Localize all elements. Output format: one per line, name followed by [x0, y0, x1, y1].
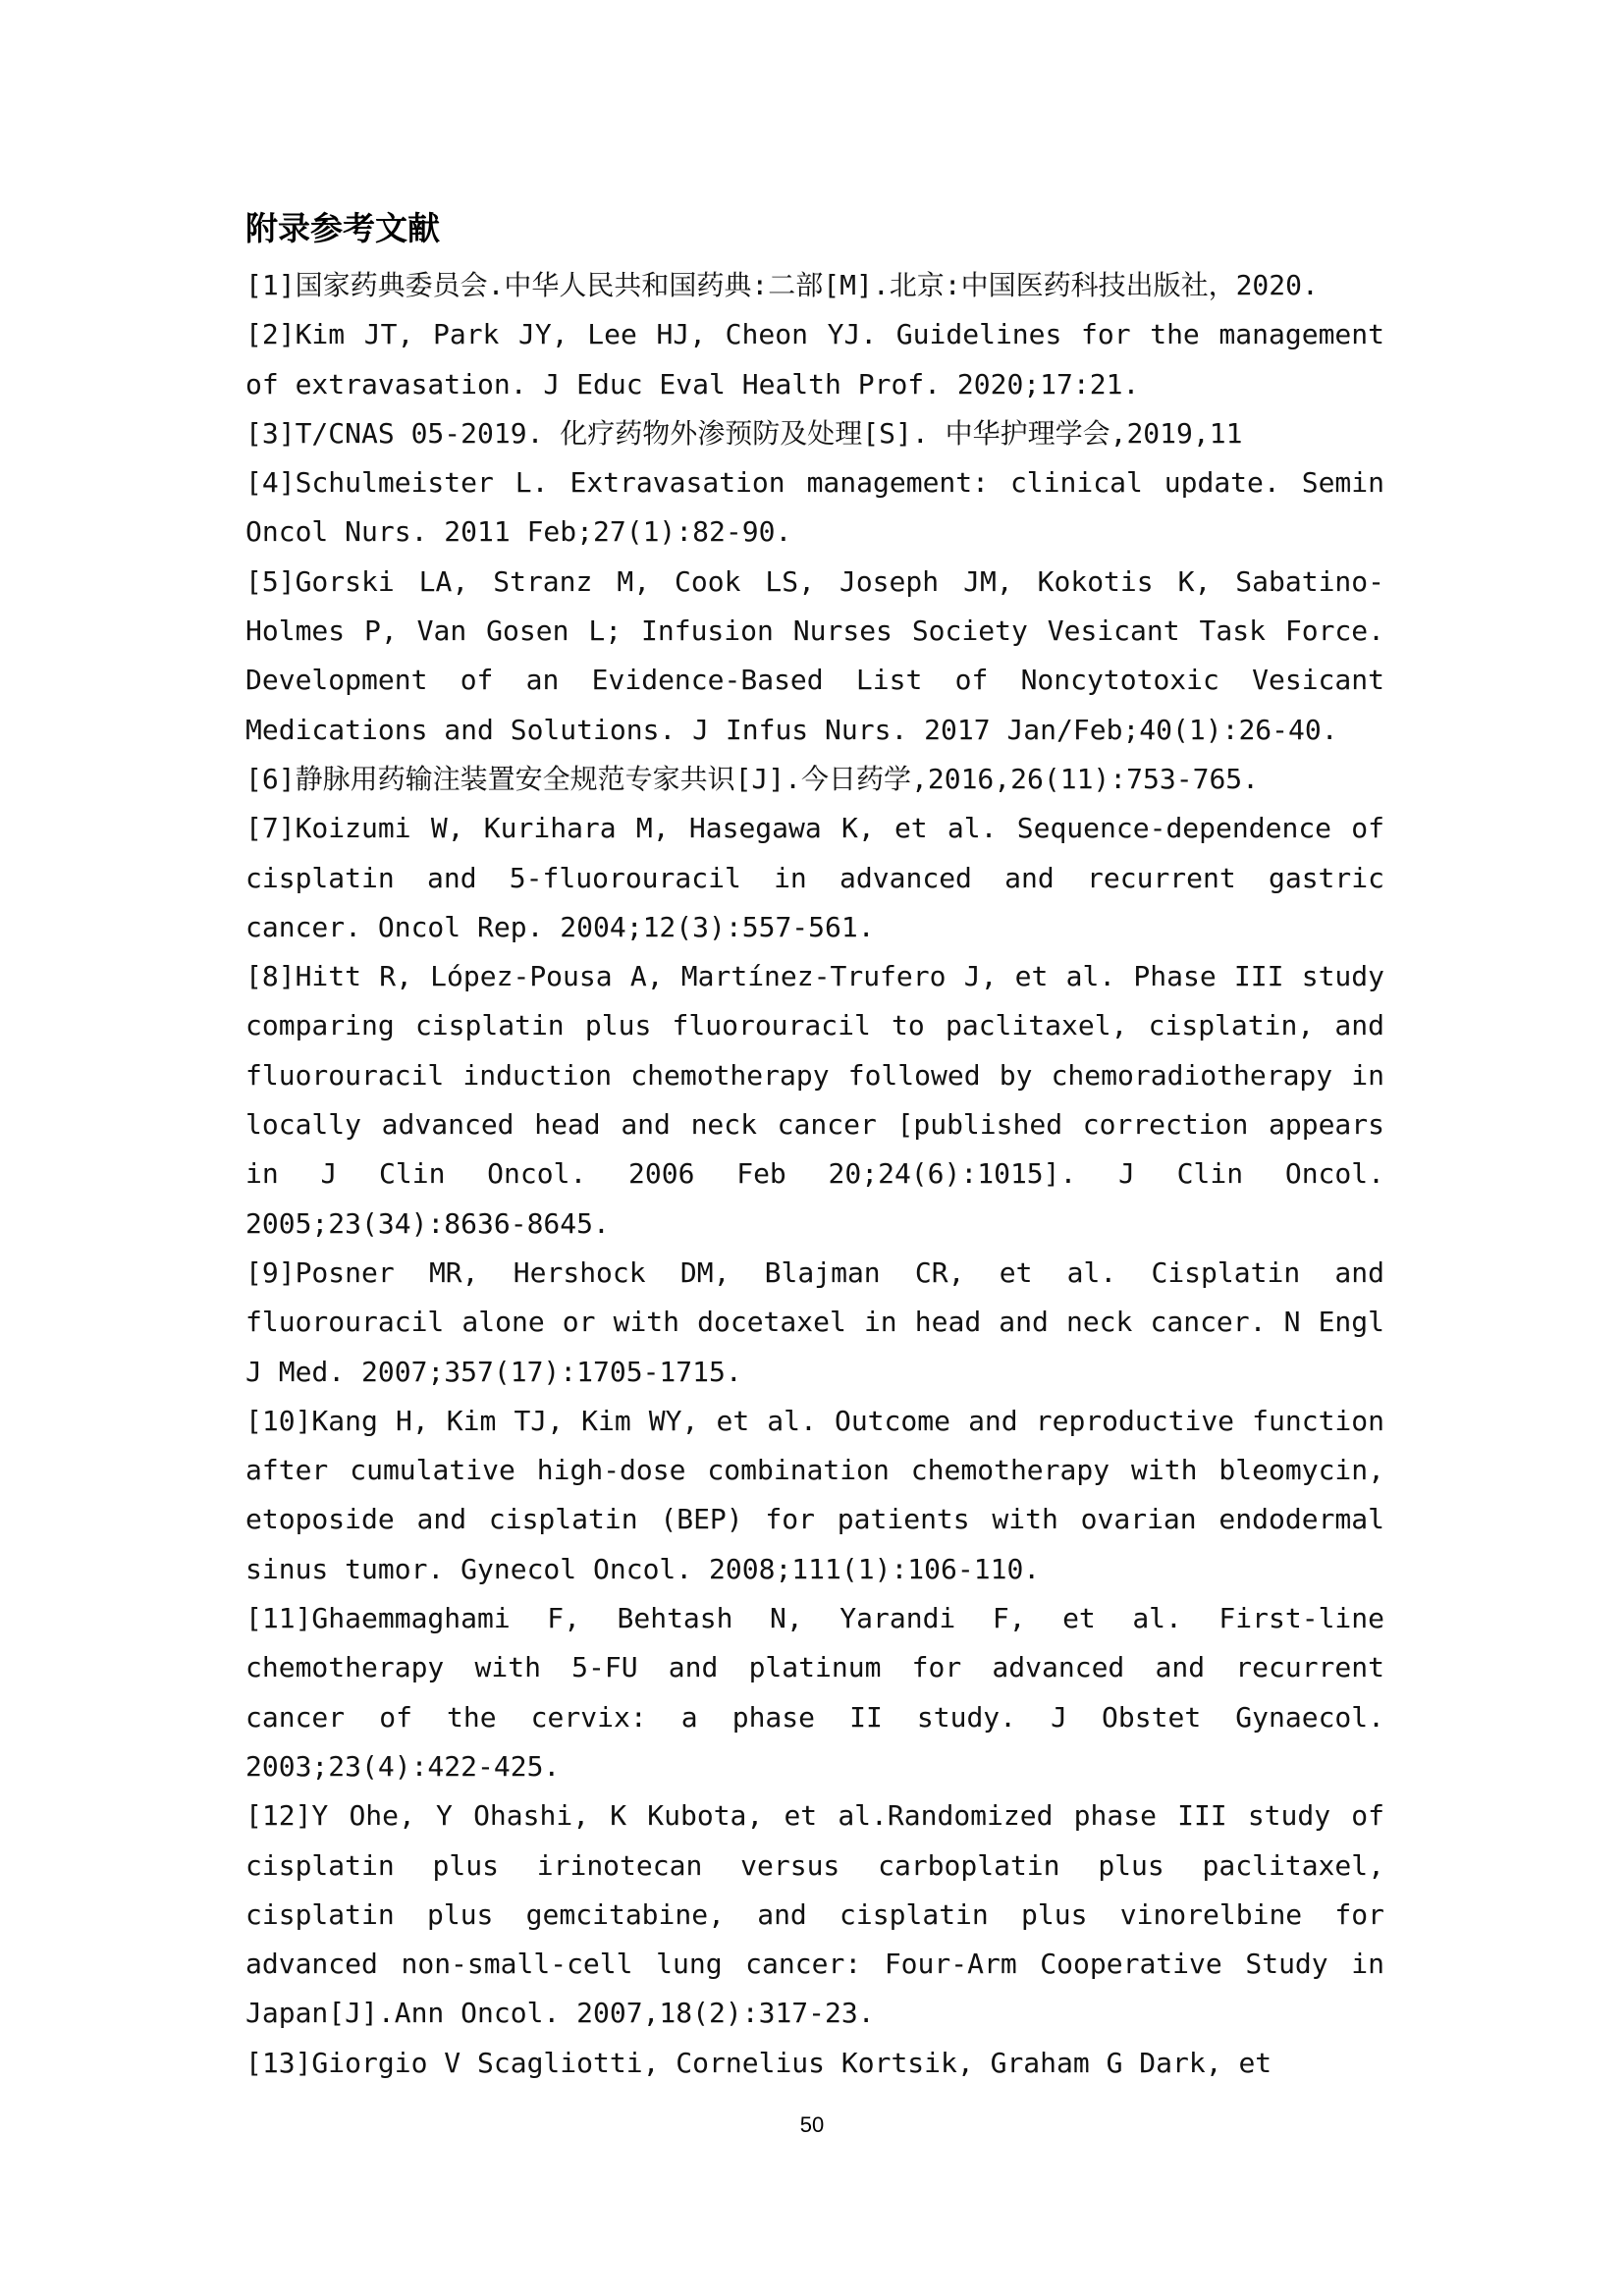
reference-item-5: [5]Gorski LA, Stranz M, Cook LS, Joseph JM, Kokotis K, Sabatino-Holmes P, Van Gosen L; Infusion Nurses Society Vesicant Task Force. Development of an Evidence-Based List of Noncytotoxic Vesicant Medications and Solutions. J Infus Nurs. 2017 Jan/Feb;40(1):26-40.	[245, 564, 1384, 746]
page-number: 50	[799, 2112, 825, 2137]
reference-item-1: [1]国家药典委员会.中华人民共和国药典:二部[M].北京:中国医药科技出版社，2020.	[245, 269, 1319, 301]
section-heading: 附录参考文献	[245, 209, 440, 247]
reference-item-12: [12]Y Ohe, Y Ohashi, K Kubota, et al.Randomized phase III study of cisplatin plus irinotecan versus carboplatin plus paclitaxel, cisplatin plus gemcitabine, and cisplatin plus vinorelbine for advanced non-small-cell lung cancer: Four-Arm Cooperative Study in Japan[J].Ann Oncol. 2007,18(2):317-23.	[245, 1799, 1384, 2030]
reference-item-8: [8]Hitt R, López-Pousa A, Martínez-Trufero J, et al. Phase III study comparing cisplatin plus fluorouracil to paclitaxel, cisplatin, and fluorouracil induction chemotherapy followed by chemoradiotherapy in locally advanced head and neck cancer [published correction appears in J Clin Oncol. 2006 Feb 20;24(6):1015]. J Clin Oncol. 2005;23(34):8636-8645.	[245, 960, 1384, 1240]
reference-item-6: [6]静脉用药输注装置安全规范专家共识[J].今日药学,2016,26(11):753-765.	[245, 762, 1260, 795]
reference-item-13: [13]Giorgio V Scagliotti, Cornelius Kortsik, Graham G Dark, et	[245, 2046, 1272, 2079]
reference-item-3: [3]T/CNAS 05-2019. 化疗药物外渗预防及处理[S]. 中华护理学会,2019,11	[245, 416, 1243, 450]
reference-item-10: [10]Kang H, Kim TJ, Kim WY, et al. Outcome and reproductive function after cumulative high-dose combination chemotherapy with bleomycin, etoposide and cisplatin (BEP) for patients with ovarian endodermal sinus tumor. Gynecol Oncol. 2008;111(1):106-110.	[245, 1404, 1384, 1585]
reference-list	[245, 261, 1384, 2088]
reference-item-7: [7]Koizumi W, Kurihara M, Hasegawa K, et al. Sequence-dependence of cisplatin and 5-fluorouracil in advanced and recurrent gastric cancer. Oncol Rep. 2004;12(3):557-561.	[245, 812, 1384, 943]
reference-item-9: [9]Posner MR, Hershock DM, Blajman CR, et al. Cisplatin and fluorouracil alone or with docetaxel in head and neck cancer. N Engl J Med. 2007;357(17):1705-1715.	[245, 1255, 1384, 1388]
reference-item-2: [2]Kim JT, Park JY, Lee HJ, Cheon YJ. Guidelines for the management of extravasation. J Educ Eval Health Prof. 2020;17:21.	[245, 318, 1384, 400]
reference-item-11: [11]Ghaemmaghami F, Behtash N, Yarandi F, et al. First-line chemotherapy with 5-FU and platinum for advanced and recurrent cancer of the cervix: a phase II study. J Obstet Gynaecol. 2003;23(4):422-425.	[245, 1602, 1384, 1783]
reference-item-4: [4]Schulmeister L. Extravasation management: clinical update. Semin Oncol Nurs. 2011 Feb;27(1):82-90.	[245, 466, 1384, 549]
